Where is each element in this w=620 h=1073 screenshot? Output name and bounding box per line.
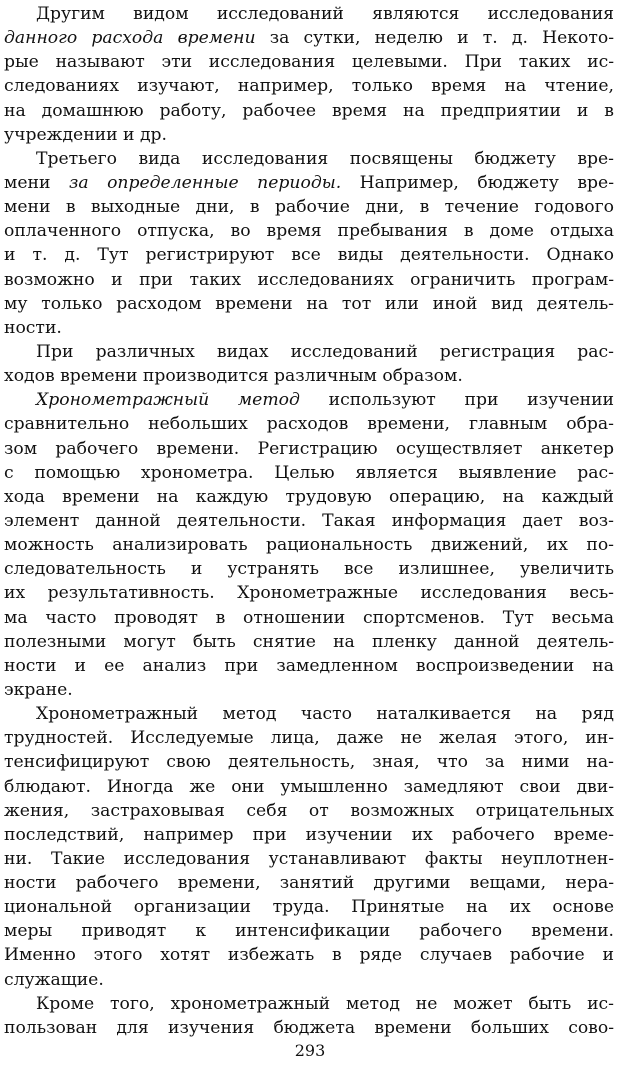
text-run: мени в выходные дни, в рабочие дни, в течение годового xyxy=(4,197,614,218)
text-line xyxy=(4,437,614,461)
text-line xyxy=(4,195,614,219)
text-run: рые называют эти исследования целевыми. При таких ис- xyxy=(4,52,614,73)
paragraph-first-line xyxy=(4,992,614,1016)
italic-term: за определенные периоды. xyxy=(68,172,342,193)
text-run: блюдают. Иногда же они умышленно замедляют свои дви- xyxy=(4,776,614,797)
text-run: полезными могут быть снятие на пленку данной деятель- xyxy=(4,631,614,652)
text-line xyxy=(4,99,614,123)
text-run: ности. xyxy=(4,317,62,338)
text-run: Например, бюджету вре- xyxy=(341,172,614,193)
text-run: их результативность. Хронометражные исследования весь- xyxy=(4,583,614,604)
paragraph-first-line xyxy=(4,388,614,412)
text-run: служащие. xyxy=(4,969,104,990)
text-run: ности рабочего времени, занятий другими вещами, нера- xyxy=(4,873,614,894)
text-run: мени xyxy=(4,172,69,193)
text-run: Хронометражный метод часто наталкивается на ряд xyxy=(36,704,614,725)
text-line xyxy=(4,968,614,992)
text-run: последствий, например при изучении их рабочего време- xyxy=(4,824,614,845)
text-run: При различных видах исследований регистрация рас- xyxy=(36,341,614,362)
text-line xyxy=(4,630,614,654)
text-run: учреждении и др. xyxy=(4,124,168,145)
text-run: за сутки, неделю и т. д. Некото- xyxy=(255,28,614,49)
text-run: ности и ее анализ при замедленном воспроизведении на xyxy=(4,655,614,676)
text-run: оплаченного отпуска, во время пребывания в доме отдыха xyxy=(4,221,614,242)
text-run: можность анализировать рациональность движений, их по- xyxy=(4,535,614,556)
text-line xyxy=(4,74,614,98)
text-line xyxy=(4,775,614,799)
text-line xyxy=(4,823,614,847)
text-run: ни. Такие исследования устанавливают факты неуплотнен- xyxy=(4,848,614,869)
text-line xyxy=(4,412,614,436)
paragraph-first-line xyxy=(4,340,614,364)
text-run: ходов времени производится различным образом. xyxy=(4,366,463,387)
text-line xyxy=(4,943,614,967)
body-text xyxy=(4,2,614,1040)
text-line xyxy=(4,509,614,533)
text-run: используют при изучении xyxy=(299,390,614,411)
text-line xyxy=(4,219,614,243)
text-run: Третьего вида исследования посвящены бюджету вре- xyxy=(36,148,614,169)
text-line xyxy=(4,678,614,702)
paragraph-first-line xyxy=(4,702,614,726)
text-line xyxy=(4,871,614,895)
text-line xyxy=(4,606,614,630)
text-line xyxy=(4,557,614,581)
text-line xyxy=(4,847,614,871)
text-line xyxy=(4,895,614,919)
text-run: циональной организации труда. Принятые на их основе xyxy=(4,897,614,918)
text-line xyxy=(4,461,614,485)
text-line xyxy=(4,581,614,605)
text-line xyxy=(4,1016,614,1040)
text-run: пользован для изучения бюджета времени больших сово- xyxy=(4,1017,614,1038)
text-run: хода времени на каждую трудовую операцию, на каждый xyxy=(4,486,614,507)
text-run: возможно и при таких исследованиях ограничить програм- xyxy=(4,269,614,290)
text-line xyxy=(4,243,614,267)
text-line xyxy=(4,533,614,557)
text-line xyxy=(4,919,614,943)
text-run: следованиях изучают, например, только время на чтение, xyxy=(4,76,614,97)
italic-term: данного расхода времени xyxy=(4,28,256,49)
text-line xyxy=(4,726,614,750)
paragraph-first-line xyxy=(4,2,614,26)
text-line xyxy=(4,50,614,74)
text-run: тенсифицируют свою деятельность, зная, что за ними на- xyxy=(4,752,614,773)
text-line xyxy=(4,799,614,823)
text-run: Кроме того, хронометражный метод не может быть ис- xyxy=(36,993,614,1014)
text-line xyxy=(4,364,614,388)
text-line xyxy=(4,26,614,50)
text-line xyxy=(4,268,614,292)
page-number: 293 xyxy=(294,1041,326,1060)
italic-term: Хронометражный метод xyxy=(36,390,300,411)
text-run: меры приводят к интенсификации рабочего времени. xyxy=(4,921,614,942)
text-run: трудностей. Исследуемые лица, даже не желая этого, ин- xyxy=(4,728,614,749)
text-run: Другим видом исследований являются исследования xyxy=(36,4,614,24)
paragraph-first-line xyxy=(4,147,614,171)
text-line xyxy=(4,654,614,678)
text-line xyxy=(4,292,614,316)
text-run: жения, застраховывая себя от возможных отрицательных xyxy=(4,800,614,821)
text-line xyxy=(4,123,614,147)
text-line xyxy=(4,485,614,509)
text-run: с помощью хронометра. Целью является выявление рас- xyxy=(4,462,614,483)
text-run: зом рабочего времени. Регистрацию осуществляет анкетер xyxy=(4,438,614,459)
text-run: и т. д. Тут регистрируют все виды деятельности. Однако xyxy=(4,245,614,266)
text-run: сравнительно небольших расходов времени, главным обра- xyxy=(4,414,614,435)
text-run: на домашнюю работу, рабочее время на предприятии и в xyxy=(4,100,614,121)
text-run: му только расходом времени на тот или иной вид деятель- xyxy=(4,293,614,314)
text-run: ма часто проводят в отношении спортсменов. Тут весьма xyxy=(4,607,614,628)
text-run: элемент данной деятельности. Такая информация дает воз- xyxy=(4,510,614,531)
text-run: экране. xyxy=(4,679,73,700)
text-run: следовательность и устранять все излишнее, увеличить xyxy=(4,559,614,580)
text-line xyxy=(4,171,614,195)
text-line xyxy=(4,316,614,340)
text-line xyxy=(4,750,614,774)
text-run: Именно этого хотят избежать в ряде случаев рабочие и xyxy=(4,945,614,966)
